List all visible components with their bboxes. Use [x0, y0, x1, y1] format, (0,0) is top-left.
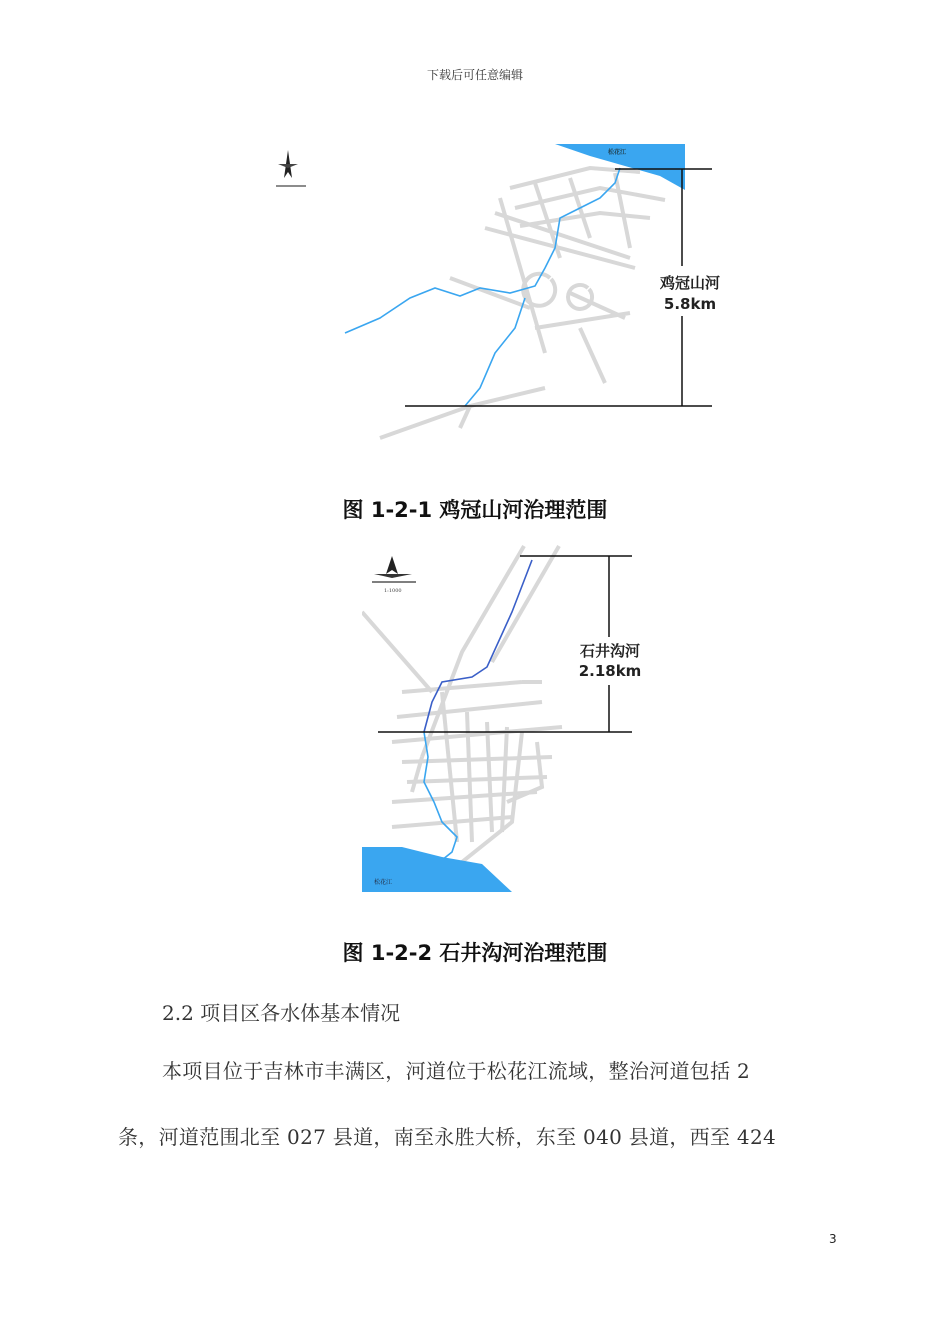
- lake-label: 松花江: [608, 149, 627, 156]
- scale-label: 1:1000: [384, 588, 402, 594]
- paragraph-line-2: 条，河道范围北至 027 县道，南至永胜大桥，东至 040 县道，西至 424: [118, 1125, 777, 1149]
- lake-label: 松花江: [374, 879, 393, 886]
- map-shijinggou-river: [362, 542, 642, 902]
- length-label: 2.18km: [578, 662, 642, 680]
- page-number: 3: [829, 1232, 837, 1246]
- river-label: 石井沟河: [579, 642, 641, 660]
- compass-icon: [276, 150, 306, 186]
- map-shijinggou-svg: [362, 542, 642, 902]
- paragraph-line-1: 本项目位于吉林市丰满区，河道位于松花江流域，整治河道包括 2: [162, 1059, 751, 1083]
- section-heading: 2.2 项目区各水体基本情况: [162, 1001, 401, 1025]
- figure1-caption: 图 1-2-1 鸡冠山河治理范围: [342, 498, 608, 522]
- river-label: 鸡冠山河: [659, 274, 720, 292]
- length-label: 5.8km: [663, 295, 717, 313]
- map-jiguanshan-river: [270, 138, 720, 448]
- figure2-caption: 图 1-2-2 石井沟河治理范围: [342, 941, 608, 965]
- map-jiguanshan-svg: [270, 138, 720, 448]
- compass-icon: [372, 556, 416, 582]
- header-note: 下载后可任意编辑: [426, 68, 523, 82]
